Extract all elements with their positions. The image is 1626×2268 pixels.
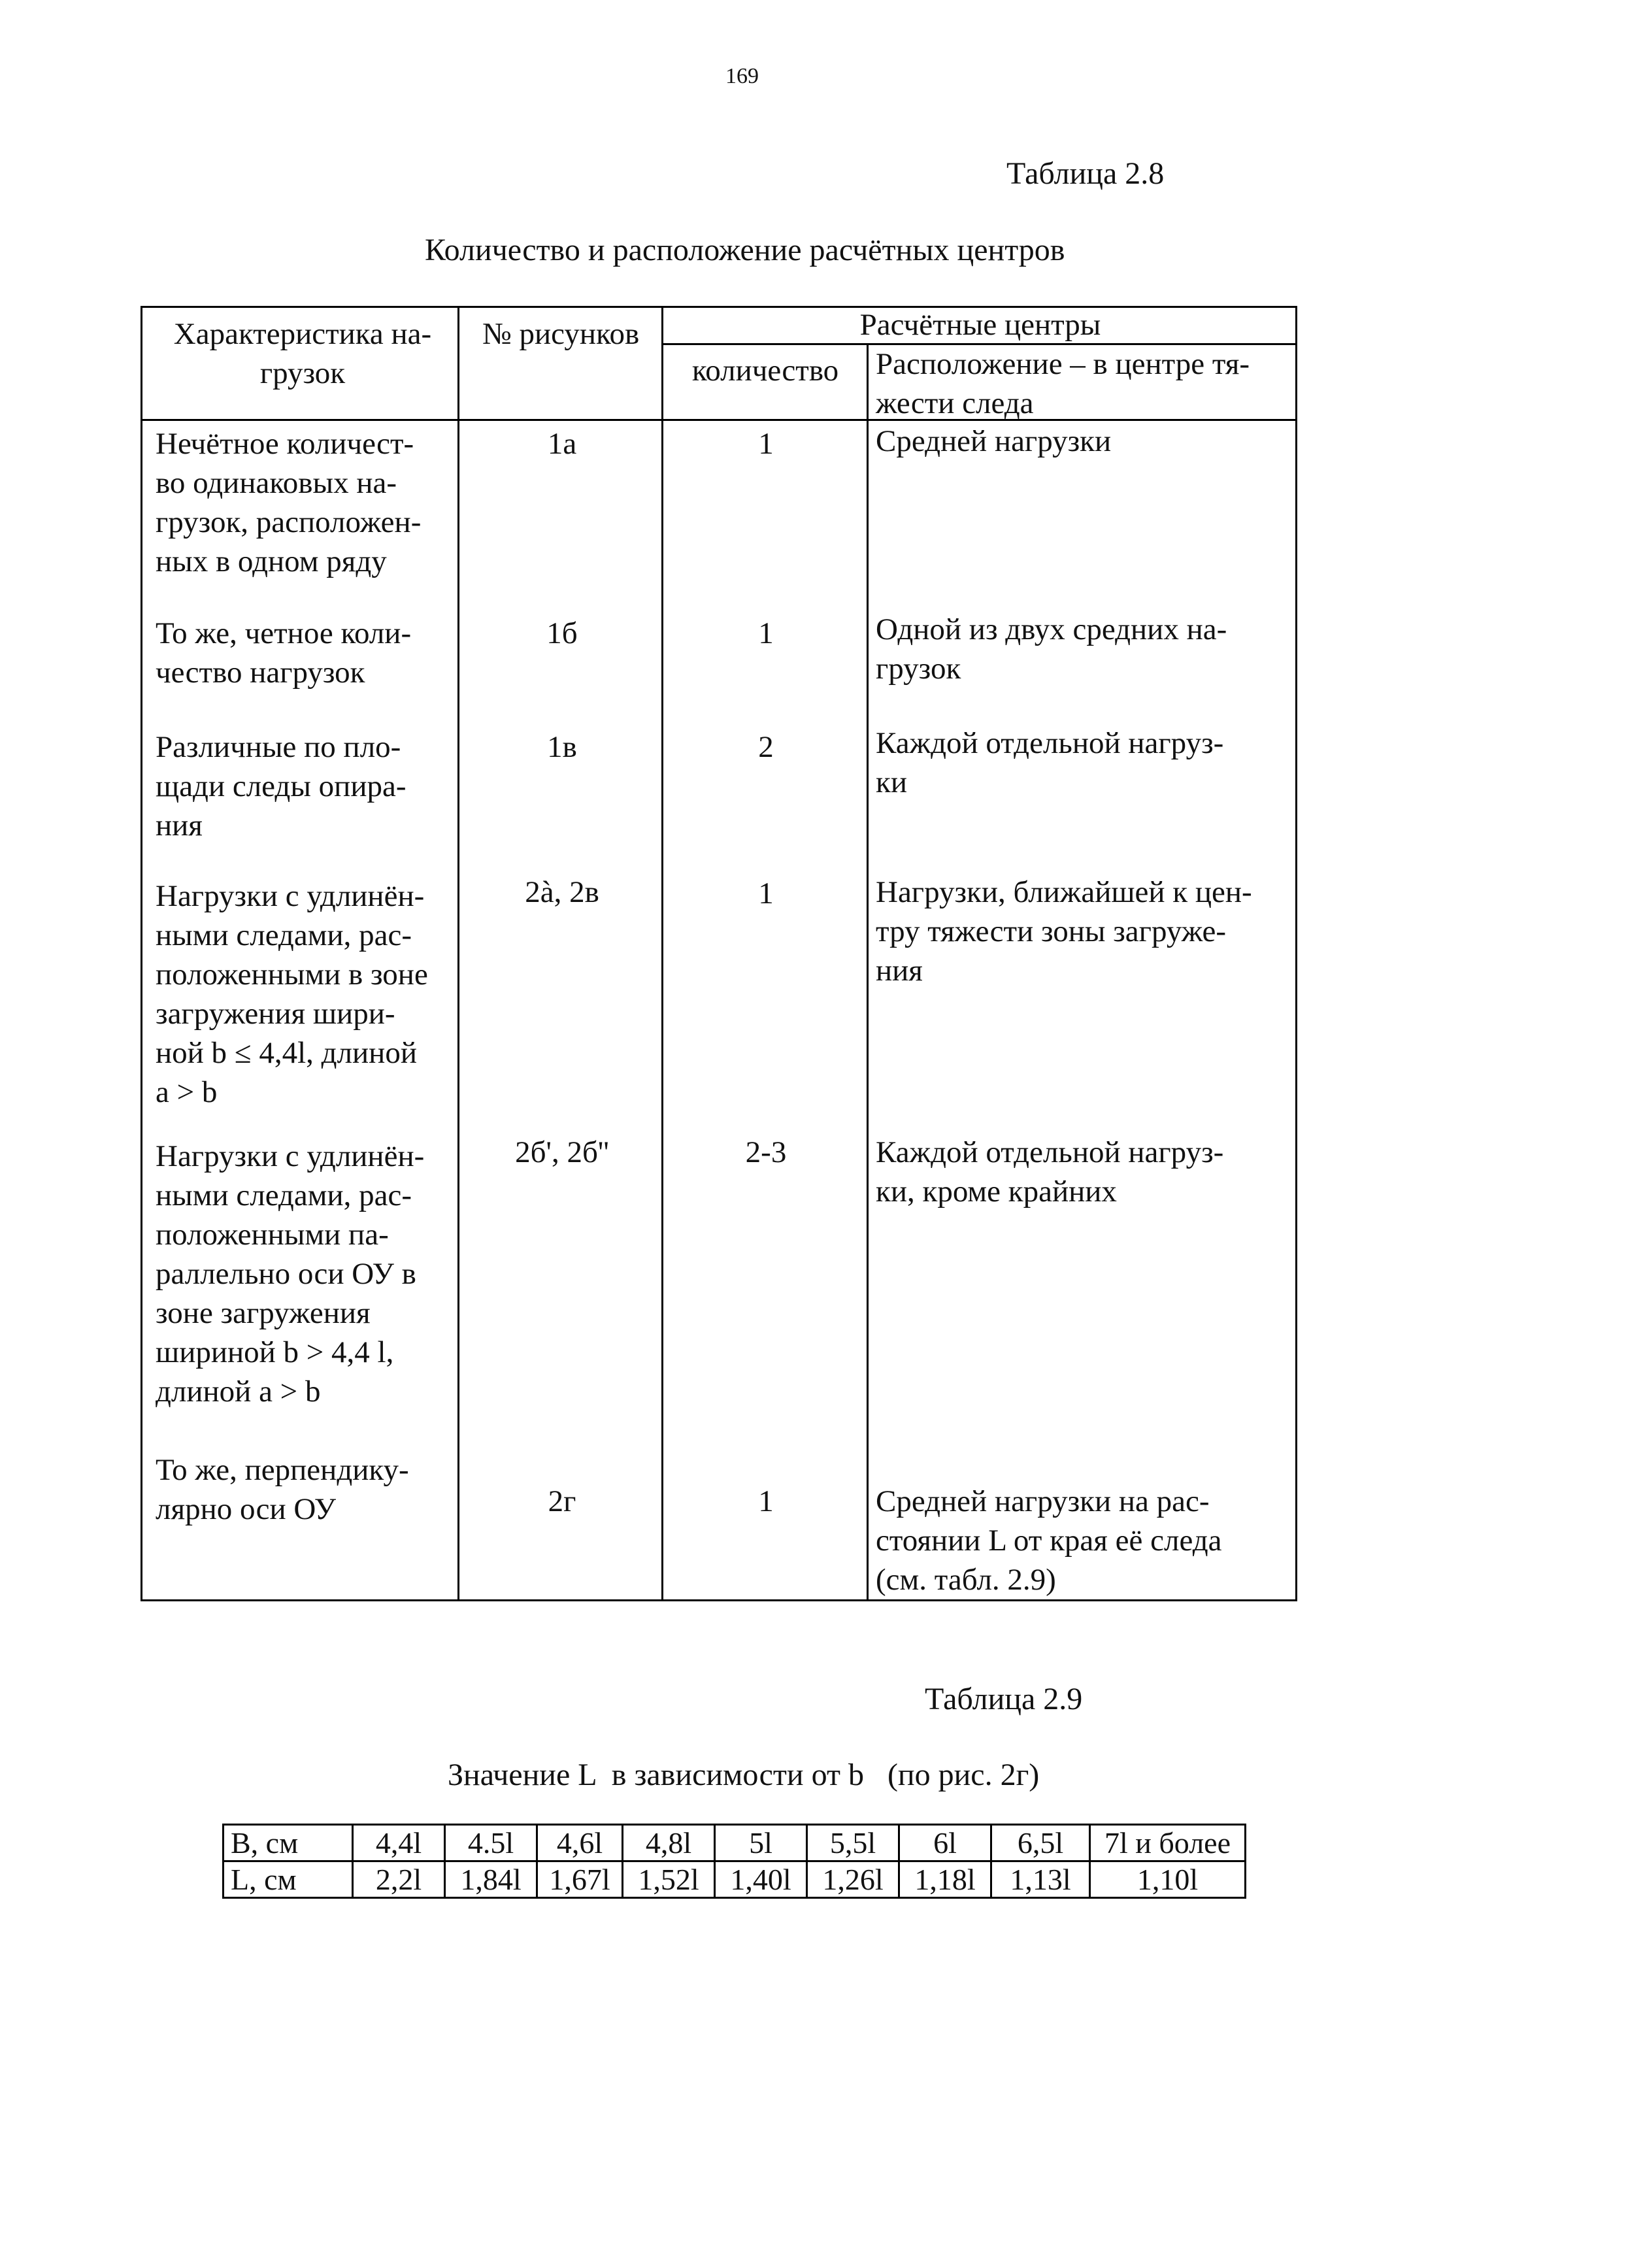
text-line: Нагрузки с удлинён- bbox=[156, 1139, 425, 1173]
row-5-characteristic bbox=[156, 1137, 456, 1411]
text-line: ния bbox=[156, 809, 203, 842]
l-value: 1,52l bbox=[623, 1861, 715, 1898]
row-5-figures: 2б', 2б'' bbox=[515, 1135, 609, 1169]
text-line: Одной из двух средних на- bbox=[876, 612, 1227, 646]
text-line: тру тяжести зоны загруже- bbox=[876, 914, 1227, 948]
table-2-9-label: Таблица 2.9 bbox=[925, 1682, 1083, 1716]
table-2-8 bbox=[141, 306, 1297, 1601]
table-2-9-title: Значение L в зависимости от b (по рис. 2г) bbox=[448, 1758, 1040, 1792]
row-4-quantity: 1 bbox=[758, 876, 774, 910]
text-line: длиной a > b bbox=[156, 1375, 321, 1409]
text-line: грузок bbox=[876, 652, 961, 686]
l-value: 1,40l bbox=[715, 1861, 807, 1898]
header-line: жести следа bbox=[876, 386, 1034, 420]
row-5-quantity: 2-3 bbox=[745, 1135, 787, 1169]
table-2-8-label: Таблица 2.8 bbox=[1006, 156, 1165, 191]
row-2-location bbox=[876, 610, 1294, 688]
b-value: 4,6l bbox=[537, 1825, 623, 1861]
text-line: чество нагрузок bbox=[156, 656, 365, 690]
row-3-location bbox=[876, 724, 1294, 802]
row-6-figures: 2г bbox=[548, 1484, 576, 1518]
header-line: Характеристика на- bbox=[173, 317, 432, 351]
l-value: 1,84l bbox=[445, 1861, 537, 1898]
b-value: 5l bbox=[715, 1825, 807, 1861]
b-value: 5,5l bbox=[807, 1825, 899, 1861]
table-2-9 bbox=[222, 1824, 1246, 1899]
row-2-quantity: 1 bbox=[758, 616, 774, 650]
text-line: a > b bbox=[156, 1075, 218, 1109]
text-line: загружения шири- bbox=[156, 997, 395, 1031]
row-1-quantity: 1 bbox=[758, 427, 774, 461]
b-value: 7l и более bbox=[1090, 1825, 1246, 1861]
text-line: Нечётное количест- bbox=[156, 427, 414, 461]
header-line: Расположение – в центре тя- bbox=[876, 347, 1250, 381]
row-1-characteristic bbox=[156, 424, 456, 581]
row-3-quantity: 2 bbox=[758, 730, 774, 764]
text-line: во одинаковых на- bbox=[156, 466, 397, 500]
l-value: 1,10l bbox=[1090, 1861, 1246, 1898]
text-line: положенными па- bbox=[156, 1218, 389, 1252]
text-line: лярно оси ОУ bbox=[156, 1492, 336, 1526]
text-line: То же, четное коли- bbox=[156, 616, 412, 650]
row-4-location bbox=[876, 873, 1294, 990]
text-line: ными следами, рас- bbox=[156, 918, 412, 952]
text-line: грузок, расположен- bbox=[156, 505, 422, 539]
page-number: 169 bbox=[725, 64, 759, 88]
table-row-l bbox=[224, 1861, 1246, 1898]
text-line: Каждой отдельной нагруз- bbox=[876, 726, 1224, 760]
row-1-figures: 1а bbox=[547, 427, 577, 461]
text-line: ных в одном ряду bbox=[156, 544, 387, 578]
row-2-characteristic bbox=[156, 614, 456, 692]
text-line: щади следы опира- bbox=[156, 769, 406, 803]
row-3-characteristic bbox=[156, 727, 456, 845]
b-value: 4.5l bbox=[445, 1825, 537, 1861]
table-2-8-title: Количество и расположение расчётных центров bbox=[425, 233, 1065, 267]
header-figures: № рисунков bbox=[482, 317, 640, 351]
text-line: Нагрузки с удлинён- bbox=[156, 879, 425, 913]
b-value: 4,4l bbox=[353, 1825, 445, 1861]
row-6-location bbox=[876, 1482, 1294, 1599]
b-value: 6,5l bbox=[991, 1825, 1090, 1861]
l-value: 1,67l bbox=[537, 1861, 623, 1898]
row-1-location bbox=[876, 422, 1294, 461]
row-5-location bbox=[876, 1133, 1294, 1211]
column-divider bbox=[457, 308, 459, 1599]
b-value: 6l bbox=[899, 1825, 991, 1861]
header-line: грузок bbox=[259, 356, 346, 390]
header-centers: Расчётные центры bbox=[859, 308, 1101, 342]
row-3-figures: 1в bbox=[547, 730, 577, 764]
l-value: 2,2l bbox=[353, 1861, 445, 1898]
header-characteristic bbox=[149, 314, 456, 393]
text-line: Средней нагрузки bbox=[876, 424, 1112, 458]
row-header-b: B, см bbox=[224, 1825, 353, 1861]
row-4-figures: 2à, 2в bbox=[525, 875, 599, 909]
l-value: 1,26l bbox=[807, 1861, 899, 1898]
text-line: (см. табл. 2.9) bbox=[876, 1563, 1056, 1597]
header-quantity: количество bbox=[691, 354, 839, 388]
row-6-characteristic bbox=[156, 1450, 456, 1529]
text-line: ки bbox=[876, 765, 907, 799]
text-line: То же, перпендику- bbox=[156, 1453, 409, 1487]
text-line: Нагрузки, ближайшей к цен- bbox=[876, 875, 1252, 909]
text-line: положенными в зоне bbox=[156, 958, 428, 992]
row-2-figures: 1б bbox=[546, 616, 578, 650]
b-value: 4,8l bbox=[623, 1825, 715, 1861]
text-line: стоянии L от края её следа bbox=[876, 1524, 1222, 1558]
text-line: ки, кроме крайних bbox=[876, 1175, 1117, 1209]
text-line: раллельно оси ОУ в bbox=[156, 1257, 416, 1291]
l-value: 1,18l bbox=[899, 1861, 991, 1898]
l-value: 1,13l bbox=[991, 1861, 1090, 1898]
text-line: шириной b > 4,4 l, bbox=[156, 1335, 394, 1369]
row-header-l: L, см bbox=[224, 1861, 353, 1898]
table-row-b bbox=[224, 1825, 1246, 1861]
column-divider bbox=[867, 343, 869, 1599]
text-line: ной b ≤ 4,4l, длиной bbox=[156, 1036, 417, 1070]
header-location bbox=[876, 344, 1294, 423]
text-line: зоне загружения bbox=[156, 1296, 371, 1330]
text-line: Каждой отдельной нагруз- bbox=[876, 1135, 1224, 1169]
row-6-quantity: 1 bbox=[758, 1484, 774, 1518]
row-4-characteristic bbox=[156, 876, 456, 1112]
column-divider bbox=[661, 308, 663, 1599]
text-line: Средней нагрузки на рас- bbox=[876, 1484, 1210, 1518]
text-line: ния bbox=[876, 954, 923, 988]
text-line: ными следами, рас- bbox=[156, 1178, 412, 1212]
text-line: Различные по пло- bbox=[156, 730, 401, 764]
